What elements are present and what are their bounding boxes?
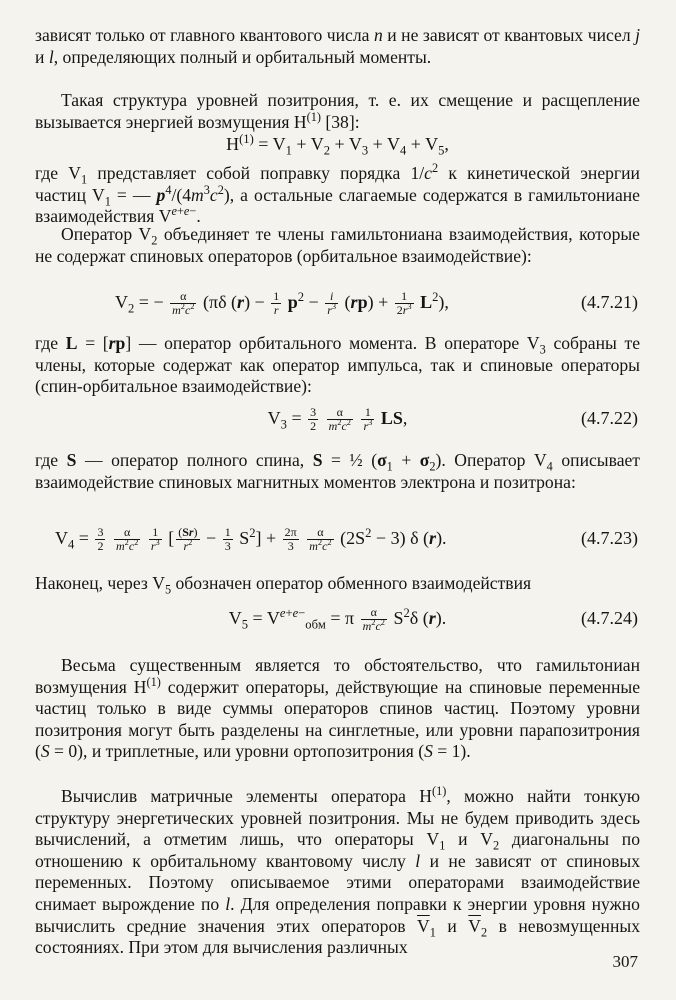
equation-number-4-7-24: (4.7.24)	[581, 608, 638, 628]
paragraph-5: где L = [rp] — оператор орбитального момента. В операторе $V_3$ собраны те члены, которые содержат как оператор импульса, так и спиновые операторы (спин-орбитальное взаимодействие):	[35, 333, 641, 397]
paragraph-2: Такая структура уровней позитрония, т. е. их смещение и расщепление вызывается энергией возмущения $H^{(1)}$ [38]:	[35, 90, 640, 132]
paragraph-9: Вычислив матричные элементы оператора $H^{(1)}$, можно найти тонкую структуру энергетических уровней позитрония. Мы не будем приводить здесь вычислений, а отметим лишь, что операторы $V_1$ и $V_2$ диагональны по отношению к орбитальному квантовому числу l и не зависят от спиновых переменных. Поэтому описываемое этими операторами взаимодействие снимает вырождение по l. Для определения поправки к энергии уровня нужно вычислить средние значения этих операторов $\overline{V}_1$ и $\overline{V}_2$ в невозмущенных состояниях. При этом для вычисления различных	[35, 784, 641, 958]
paragraph-7: Наконец, через $V_5$ обозначен оператор обменного взаимодействия	[35, 573, 532, 597]
page-number: 307	[612, 952, 638, 971]
equation-4-7-24: $V_5 = V^{e+e-}_{обм} = \pi$ $\frac{\alpha}{m^2c^2}$ $S^2\delta$ (r). (4.7.24)	[35, 603, 640, 633]
equation-number-4-7-22: (4.7.22)	[581, 408, 638, 428]
equation-number-4-7-23: (4.7.23)	[581, 528, 638, 548]
paragraph-4: Оператор $V_2$ объединяет те члены гамильтониана взаимодействия, которые не содержат спиновых операторов (орбитальное взаимодействие):	[35, 224, 640, 266]
equation-number-4-7-21: (4.7.21)	[581, 292, 638, 312]
equation-4-7-21: $V_2$ = − $\frac{\alpha}{m^2c^2}$ (πδ (r) − $\frac{1}{r}$ $p^2$ − $\frac{i}{r^3}$ (rp) + $\frac{1}{2r^3}$ $L^2$), (4.7.21)	[35, 287, 640, 317]
paragraph-8: Весьма существенным является то обстоятельство, что гамильтониан возмущения $H^{(1)}$ содержит операторы, действующие на спиновые переменные частиц только в виде суммы операторов спинов частиц. Поэтому уровни позитрония могут быть разделены на синглетные, или уровни парапозитрония (S = 0), и триплетные, или уровни ортопозитрония (S = 1).	[35, 655, 641, 762]
paragraph-6: где S — оператор полного спина, S = ½ $(\sigma_1 + \sigma_2)$. Оператор $V_4$ описывает взаимодействие спиновых магнитных моментов электрона и позитрона:	[35, 450, 640, 492]
equation-4-7-22: $V_3$ = $\frac{3}{2}$ $\frac{\alpha}{m^2c^2}$ $\frac{1}{r^3}$ LS, (4.7.22)	[35, 403, 640, 433]
paragraph-1: зависят только от главного квантового числа n и не зависят от квантовых чисел j и l, определяющих полный и орбитальный моменты.	[35, 25, 640, 67]
equation-4-7-23: $V_4$ = $\frac{3}{2}$ $\frac{\alpha}{m^2c^2}$ $\frac{1}{r^3}$ [ $\frac{(Sr)}{r^2}$ − $\frac{1}{3}$ $S^2$] + $\frac{2\pi}{3}$ $\frac{\alpha}{m^2c^2}$ $(2S^2 - 3)$ δ (r). (4.7.23)	[35, 523, 640, 553]
paragraph-3: где $V_1$ представляет собой поправку порядка $1/c^2$ к кинетической энергии частиц $V_1$ = — $p^4/(4m^3c^2)$, а остальные слагаемые содержатся в гамильтониане взаимодействия $V^{e+e-}$.	[35, 161, 640, 227]
equation-h1: $H^{(1)} = V_1 + V_2 + V_3 + V_4 + V_5$,	[226, 132, 449, 158]
